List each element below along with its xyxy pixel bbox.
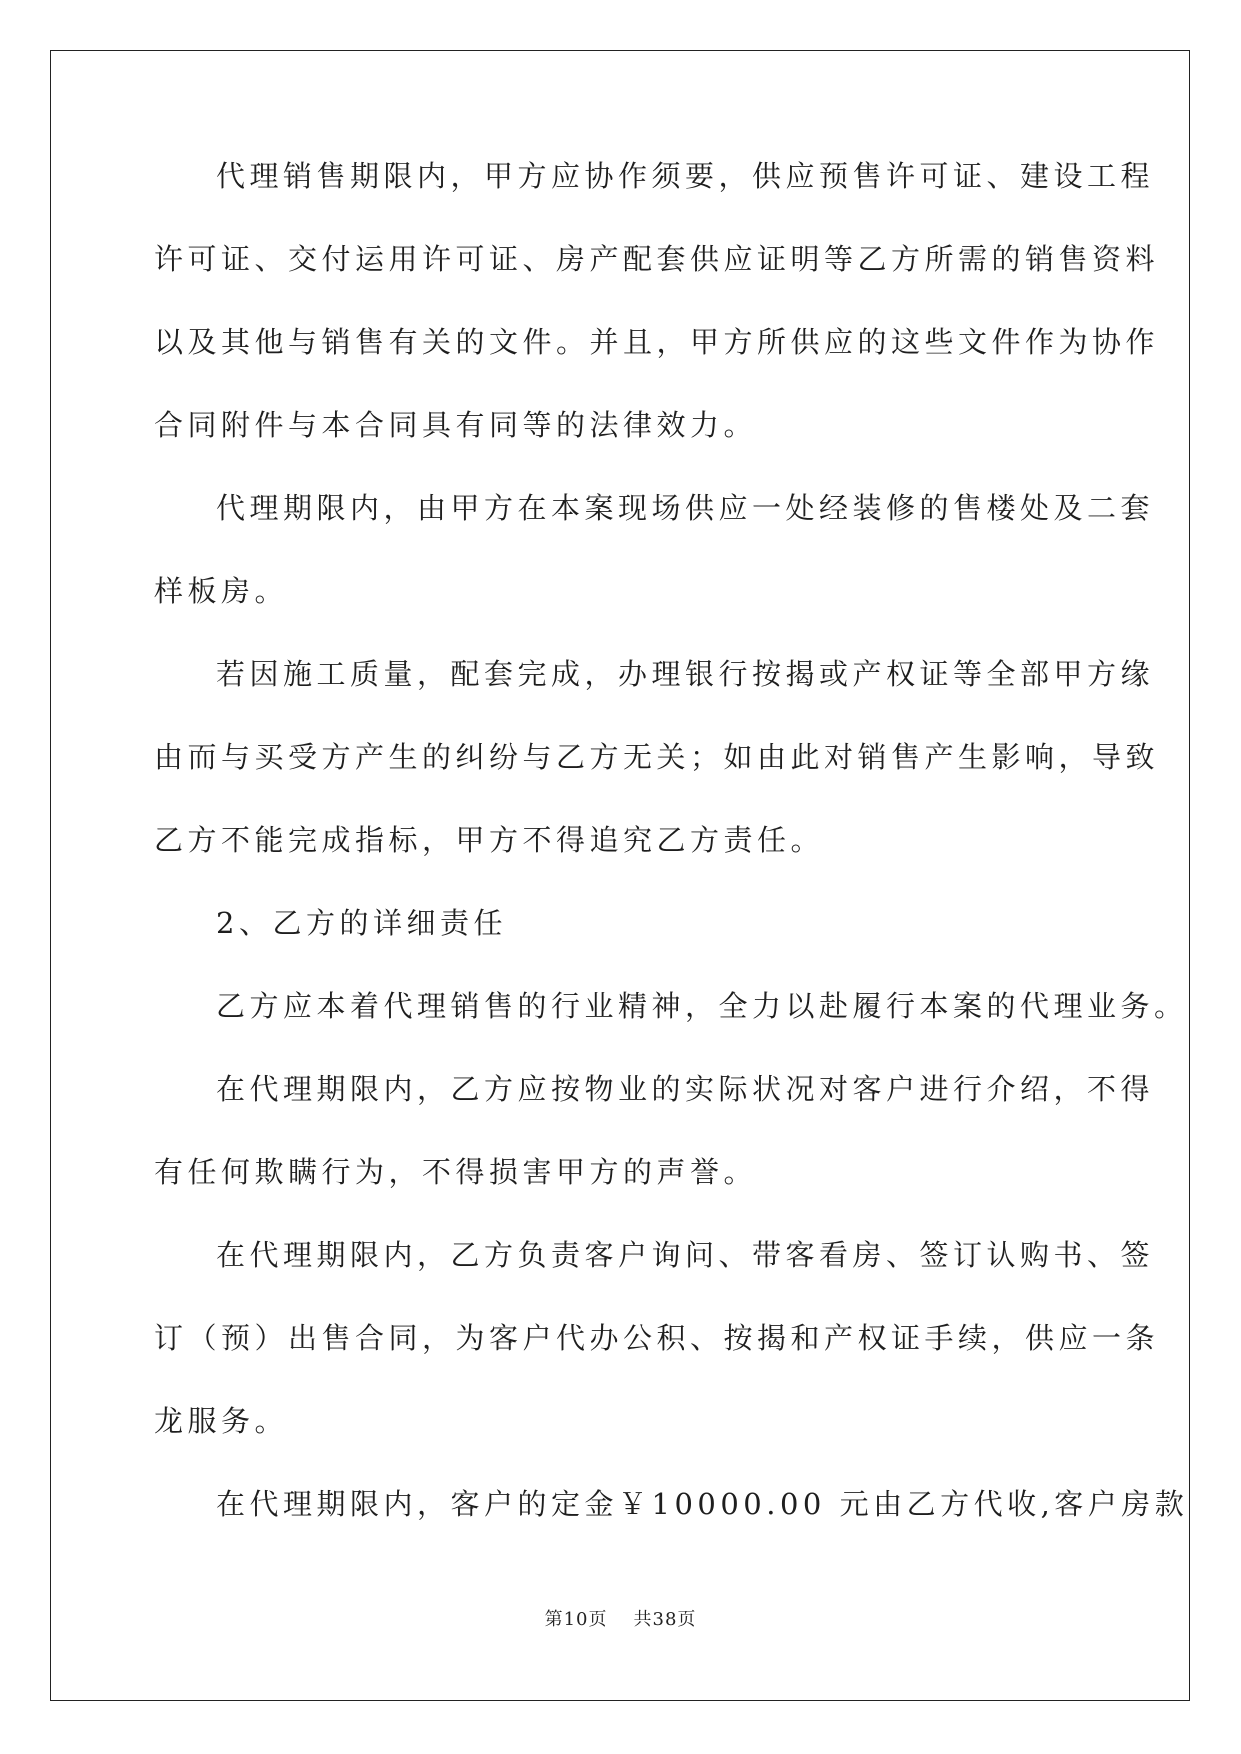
paragraph-line: 以及其他与销售有关的文件。并且，甲方所供应的这些文件作为协作 xyxy=(154,325,1160,359)
paragraph-line: 合同附件与本合同具有同等的法律效力。 xyxy=(154,408,758,442)
paragraph-line: 若因施工质量，配套完成，办理银行按揭或产权证等全部甲方缘 xyxy=(216,657,1155,691)
paragraph-line: 在代理期限内，乙方应按物业的实际状况对客户进行介绍，不得 xyxy=(216,1072,1155,1106)
paragraph-line: 在代理期限内，乙方负责客户询问、带客看房、签订认购书、签 xyxy=(216,1238,1155,1272)
paragraph-line: 订（预）出售合同，为客户代办公积、按揭和产权证手续，供应一条 xyxy=(154,1321,1160,1355)
paragraph-line: 许可证、交付运用许可证、房产配套供应证明等乙方所需的销售资料 xyxy=(154,242,1160,276)
paragraph-line: 样板房。 xyxy=(154,574,289,608)
paragraph-line: 由而与买受方产生的纠纷与乙方无关；如由此对销售产生影响，导致 xyxy=(154,740,1160,774)
page-number: 第10页 xyxy=(544,1609,608,1630)
page-footer xyxy=(0,1605,1241,1631)
section-heading: 2、乙方的详细责任 xyxy=(216,906,507,940)
paragraph-line: 乙方不能完成指标，甲方不得追究乙方责任。 xyxy=(154,823,825,857)
paragraph-line: 乙方应本着代理销售的行业精神，全力以赴履行本案的代理业务。 xyxy=(216,989,1188,1023)
paragraph-line: 有任何欺瞒行为，不得损害甲方的声誉。 xyxy=(154,1155,758,1189)
paragraph-line: 在代理期限内，客户的定金￥10000.00 元由乙方代收,客户房款 xyxy=(216,1487,1189,1521)
paragraph-line: 代理期限内，由甲方在本案现场供应一处经装修的售楼处及二套 xyxy=(216,491,1155,525)
paragraph-line: 代理销售期限内，甲方应协作须要，供应预售许可证、建设工程 xyxy=(216,159,1155,193)
page-total: 共38页 xyxy=(633,1609,697,1630)
document-body xyxy=(154,158,1189,1522)
paragraph-line: 龙服务。 xyxy=(154,1404,289,1438)
